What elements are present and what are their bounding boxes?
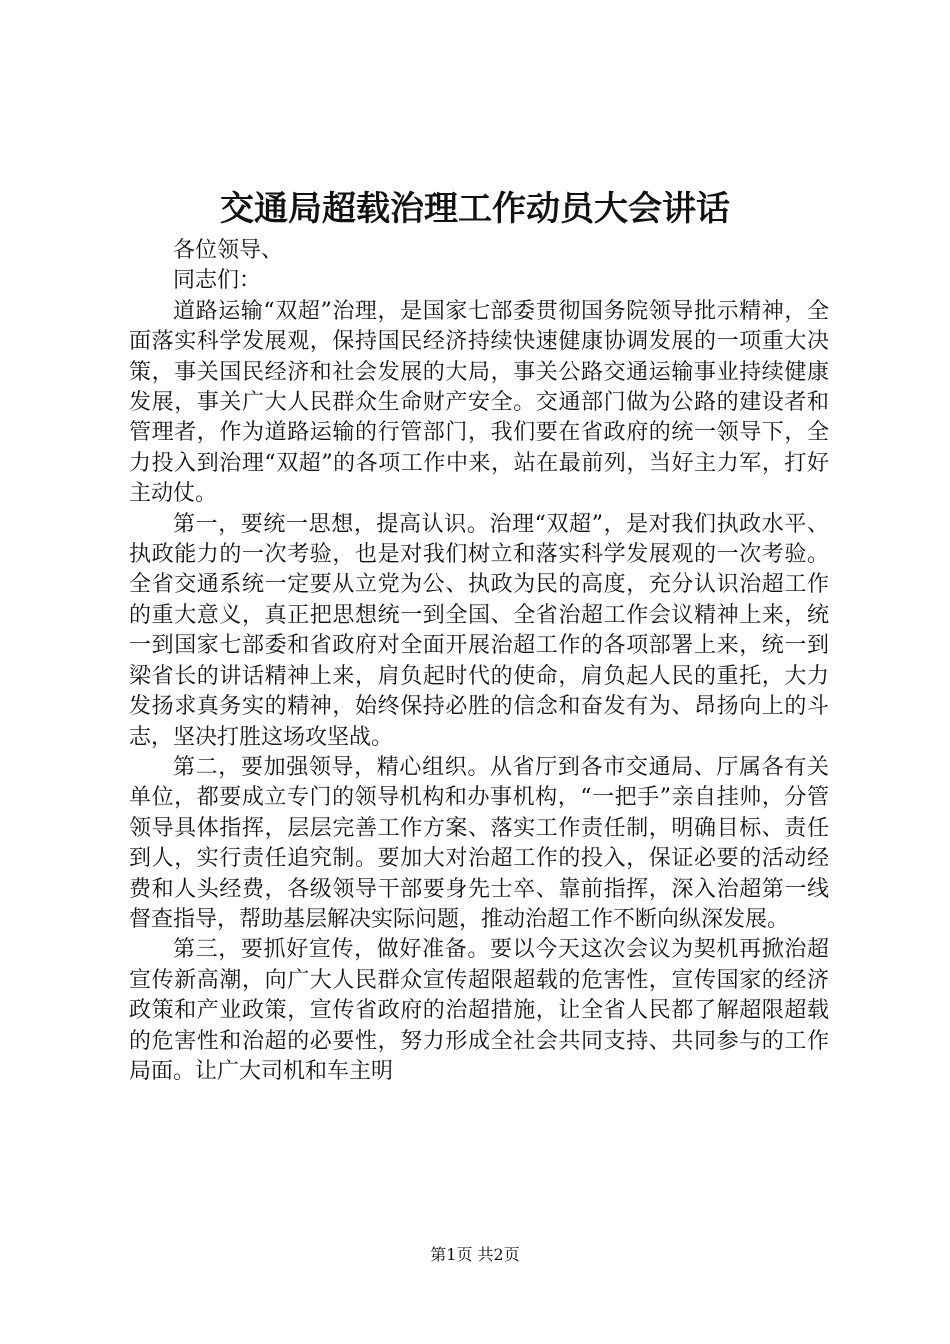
greeting-line: 同志们： [173, 268, 262, 294]
document-title: 交通局超载治理工作动员大会讲话 [220, 189, 730, 229]
body-paragraph: 道路运输“双超”治理，是国家七部委贯彻国务院领导批示精神，全面落实科学发展观，保持国民经济持续快速健康协调发展的一项重大决策，事关国民经济和社会发展的大局，事关公路交通运输事业持续健康发展，事关广大人民群众生命财产安全。交通部门做为公路的建设者和管理者，作为道路运输的行管部门，我们要在省政府的统一领导下，全力投入到治理“双超”的各项工作中来，站在最前列，当好主力军，打好主动仗。 [129, 298, 829, 507]
document-body [129, 236, 829, 1087]
body-paragraph: 第三，要抓好宣传，做好准备。要以今天这次会议为契机再掀治超宣传新高潮，向广大人民群众宣传超限超载的危害性，宣传国家的经济政策和产业政策，宣传省政府的治超措施，让全省人民都了解超限超载的危害性和治超的必要性，努力形成全社会共同支持、共同参与的工作局面。让广大司机和车主明 [129, 937, 829, 1084]
page-number-footer: 第1页 共2页 [430, 1245, 520, 1264]
body-paragraph: 第一，要统一思想，提高认识。治理“双超”，是对我们执政水平、执政能力的一次考验，也是对我们树立和落实科学发展观的一次考验。全省交通系统一定要从立党为公、执政为民的高度，充分认识治超工作的重大意义，真正把思想统一到全国、全省治超工作会议精神上来，统一到国家七部委和省政府对全面开展治超工作的各项部署上来，统一到梁省长的讲话精神上来，肩负起时代的使命，肩负起人民的重托，大力发扬求真务实的精神，始终保持必胜的信念和奋发有为、昂扬向上的斗志，坚决打胜这场攻坚战。 [129, 511, 829, 750]
body-paragraph: 第二，要加强领导，精心组织。从省厅到各市交通局、厅属各有关单位，都要成立专门的领导机构和办事机构，“一把手”亲自挂帅，分管领导具体指挥，层层完善工作方案、落实工作责任制，明确目标、责任到人，实行责任追究制。要加大对治超工作的投入，保证必要的活动经费和人头经费，各级领导干部要身先士卒、靠前指挥，深入治超第一线督查指导，帮助基层解决实际问题，推动治超工作不断向纵深发展。 [129, 754, 829, 932]
greeting-line: 各位领导、 [173, 238, 284, 263]
